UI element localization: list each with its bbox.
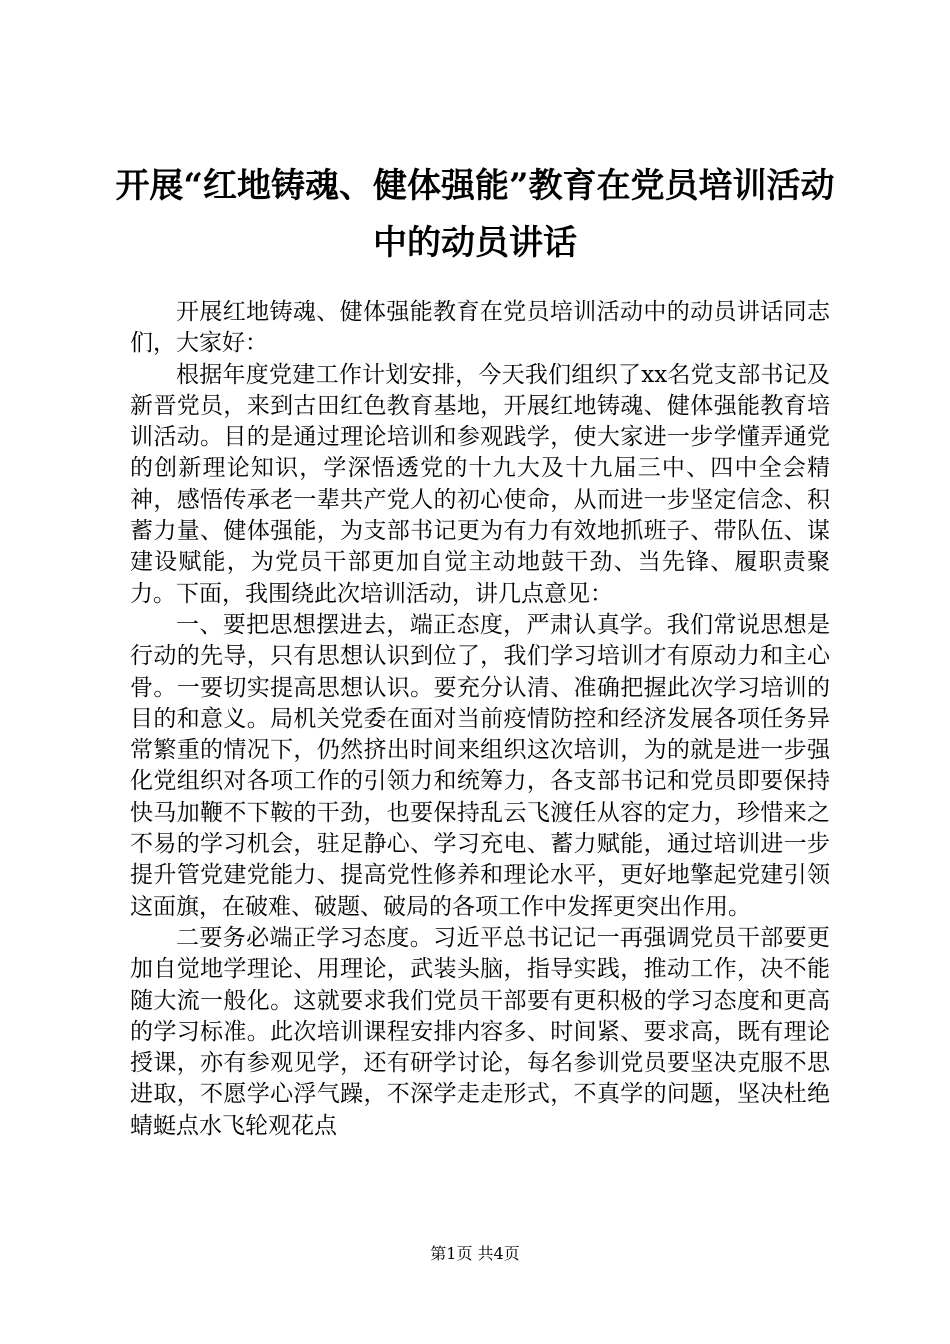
document-title: 开展“红地铸魂、健体强能”教育在党员培训活动中的动员讲话 [115,166,835,263]
paragraph-greeting: 开展红地铸魂、健体强能教育在党员培训活动中的动员讲话同志们，大家好： [130,299,830,357]
paragraph-section-one: 一、要把思想摆进去，端正态度，严肃认真学。我们常说思想是行动的先导，只有思想认识到位了，我们学习培训才有原动力和主心骨。一要切实提高思想认识。要充分认清、准确把握此次学习培训的目的和意义。局机关党委在面对当前疫情防控和经济发展各项任务异常繁重的情况下，仍然挤出时间来组织这次培训，为的就是进一步强化党组织对各项工作的引领力和统筹力，各支部书记和党员即要保持快马加鞭不下鞍的干劲，也要保持乱云飞渡任从容的定力，珍惜来之不易的学习机会，驻足静心、学习充电、蓄力赋能，通过培训进一步提升管党建党能力、提高党性修养和理论水平，更好地擎起党建引领这面旗，在破难、破题、破局的各项工作中发挥更突出作用。 [130,611,830,920]
paragraph-intro: 根据年度党建工作计划安排，今天我们组织了xx名党支部书记及新晋党员，来到古田红色教育基地，开展红地铸魂、健体强能教育培训活动。目的是通过理论培训和参观践学，使大家进一步学懂弄通党的创新理论知识，学深悟透党的十九大及十九届三中、四中全会精神，感悟传承老一辈共产党人的初心使命，从而进一步坚定信念、积蓄力量、健体强能，为支部书记更为有力有效地抓班子、带队伍、谋建设赋能，为党员干部更加自觉主动地鼓干劲、当先锋、履职责聚力。下面，我围绕此次培训活动，讲几点意见： [130,361,830,607]
document-body [130,297,830,1142]
page-number-footer: 第1页 共4页 [430,1244,520,1263]
paragraph-section-two: 二要务必端正学习态度。习近平总书记记一再强调党员干部要更加自觉地学理论、用理论，武装头脑，指导实践，推动工作，决不能随大流一般化。这就要求我们党员干部要有更积极的学习态度和更高的学习标准。此次培训课程安排内容多、时间紧、要求高，既有理论授课，亦有参观见学，还有研学讨论，每名参训党员要坚决克服不思进取，不愿学心浮气躁，不深学走走形式，不真学的问题，坚决杜绝蜻蜓点水飞轮观花点 [130,924,830,1139]
